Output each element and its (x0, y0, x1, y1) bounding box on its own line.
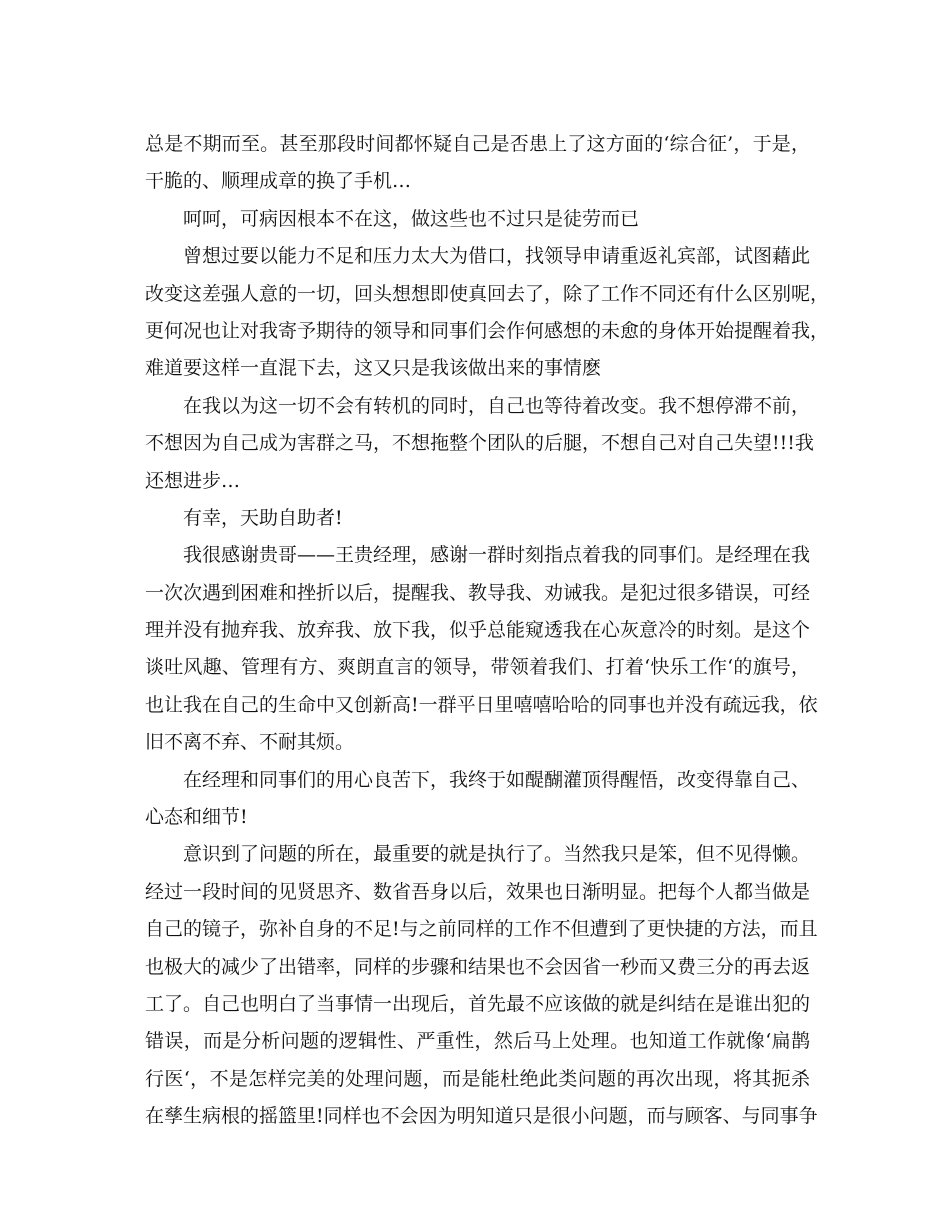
text-line: 在经理和同事们的用心良苦下，我终于如醍醐灌顶得醒悟，改变得靠自己、 (183, 768, 811, 791)
text-line: 旧不离不弃、不耐其烦。 (145, 731, 355, 754)
text-line: 也让我在自己的生命中又创新高!一群平日里嘻嘻哈哈的同事也并没有疏远我，依 (145, 693, 818, 716)
text-line: 在我以为这一切不会有转机的同时，自己也等待着改变。我不想停滞不前， (183, 394, 811, 417)
text-line: 在孳生病根的摇篮里!同样也不会因为明知道只是很小问题，而与顾客、与同事争 (145, 1105, 818, 1128)
text-line: 难道要这样一直混下去，这又只是我该做出来的事情麽 (145, 357, 602, 380)
text-line: 不想因为自己成为害群之马，不想拖整个团队的后腿，不想自己对自己失望!!!我 (145, 432, 814, 455)
text-line: 心态和细节! (145, 806, 248, 829)
text-line: 更何况也让对我寄予期待的领导和同事们会作何感想的未愈的身体开始提醒着我， (145, 319, 830, 342)
text-line: 还想进步… (145, 469, 241, 492)
text-line: 呵呵，可病因根本不在这，做这些也不过只是徒劳而已 (183, 207, 640, 230)
text-line: 干脆的、顺理成章的换了手机… (145, 170, 412, 193)
text-line: 改变这差强人意的一切，回头想想即使真回去了，除了工作不同还有什么区别呢， (145, 282, 830, 305)
text-line: 意识到了问题的所在，最重要的就是执行了。当然我只是笨，但不见得懒。 (183, 843, 811, 866)
text-line: 错误，而是分析问题的逻辑性、严重性，然后马上处理。也知道工作就像‘扁鹊 (145, 1030, 810, 1053)
text-line: 经过一段时间的见贤思齐、数省吾身以后，效果也日渐明显。把每个人都当做是 (145, 880, 811, 903)
text-line: 也极大的减少了出错率，同样的步骤和结果也不会因省一秒而又费三分的再去返 (145, 955, 811, 978)
text-line: 工了。自己也明白了当事情一出现后，首先最不应该做的就是纠结在是谁出犯的 (145, 992, 811, 1015)
document-body (145, 126, 830, 1136)
text-line: 行医‘，不是怎样完美的处理问题，而是能杜绝此类问题的再次出现，将其扼杀 (145, 1067, 810, 1090)
text-line: 我很感谢贵哥——王贵经理，感谢一群时刻指点着我的同事们。是经理在我 (183, 544, 811, 567)
text-line: 曾想过要以能力不足和压力太大为借口，找领导申请重返礼宾部，试图藉此 (183, 245, 811, 268)
text-line: 有幸，天助自助者! (183, 506, 343, 529)
text-line: 理并没有抛弃我、放弃我、放下我，似乎总能窥透我在心灰意冷的时刻。是这个 (145, 619, 811, 642)
text-line: 谈吐风趣、管理有方、爽朗直言的领导，带领着我们、打着‘快乐工作‘的旗号， (145, 656, 810, 679)
text-line: 总是不期而至。甚至那段时间都怀疑自己是否患上了这方面的‘综合征’，于是， (145, 133, 810, 155)
text-line: 一次次遇到困难和挫折以后，提醒我、教导我、劝诫我。是犯过很多错误，可经 (145, 581, 811, 604)
text-line: 自己的镜子，弥补自身的不足!与之前同样的工作不但遭到了更快捷的方法，而且 (145, 918, 818, 941)
